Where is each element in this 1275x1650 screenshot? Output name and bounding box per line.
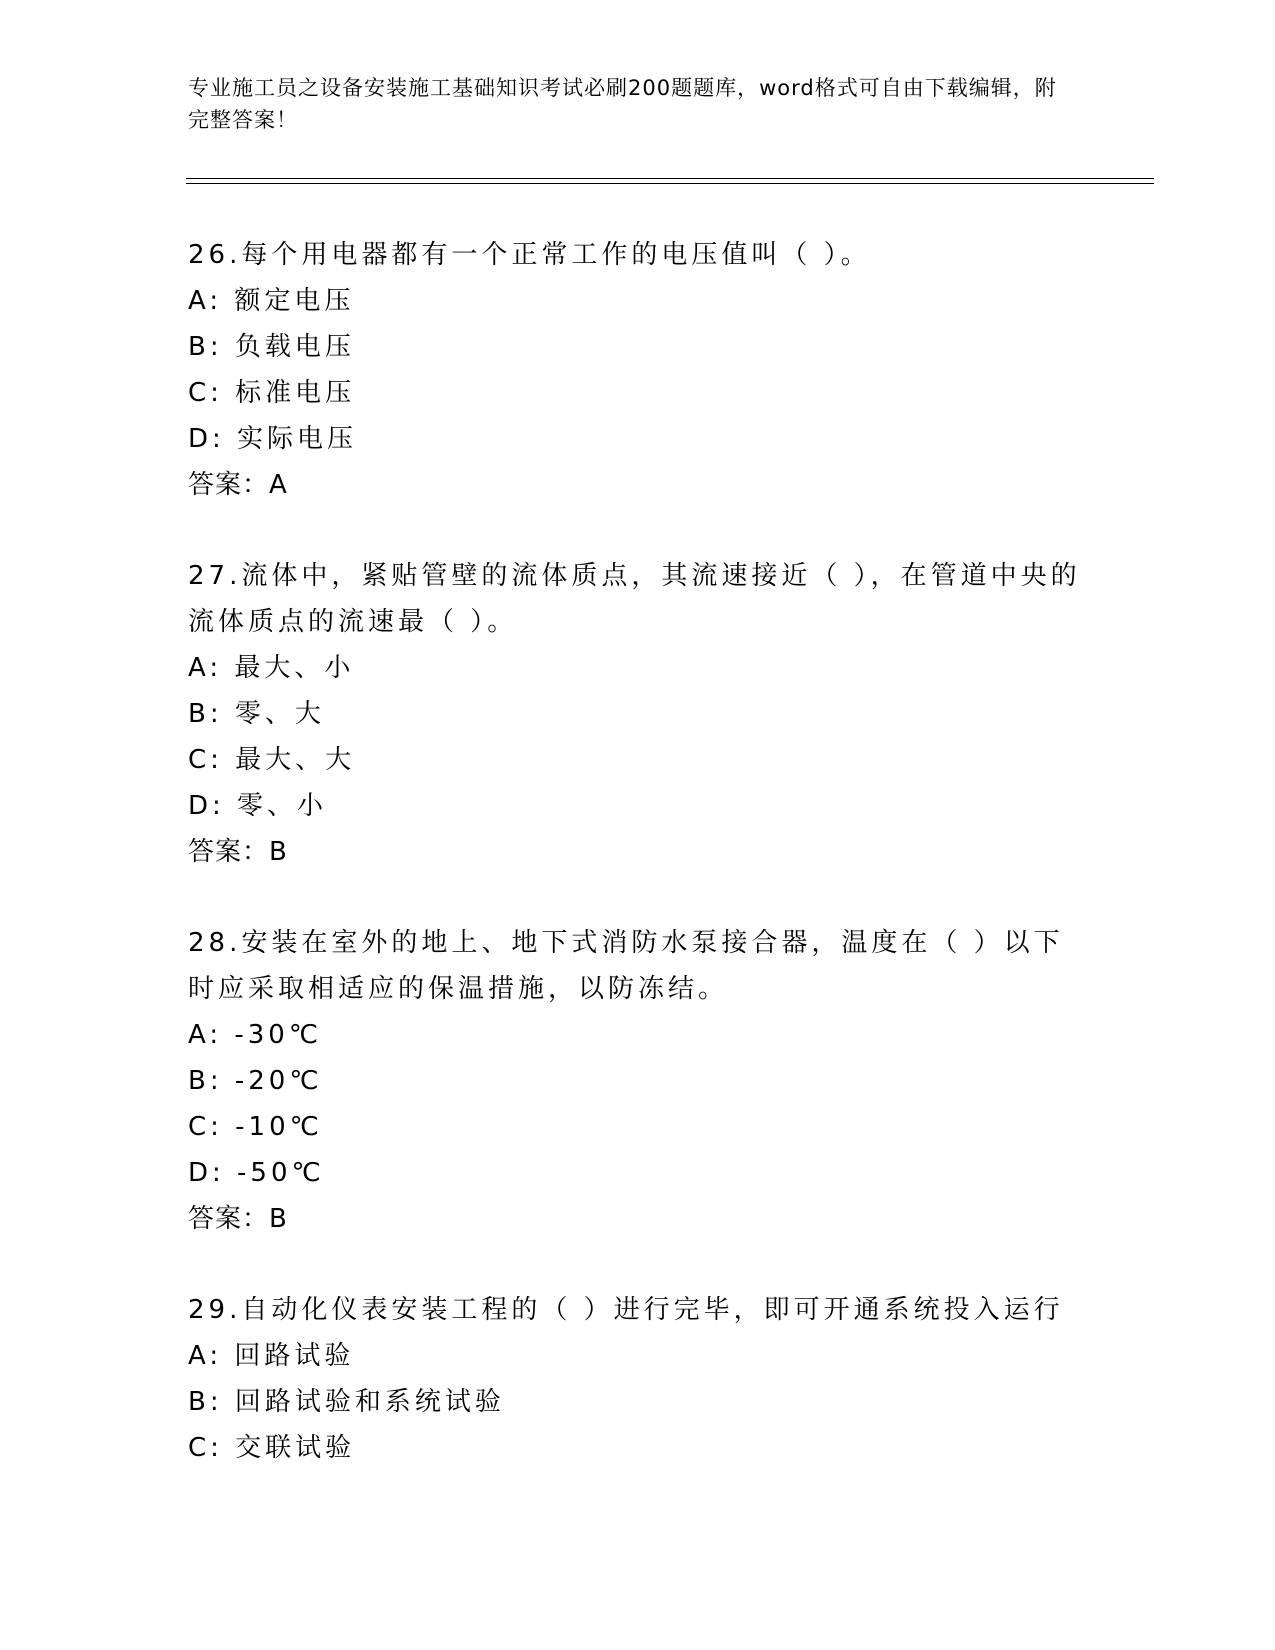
answer: 答案：B	[188, 837, 288, 867]
option-b: B: 负载电压	[188, 332, 355, 362]
header-divider-top	[186, 178, 1154, 179]
question-27	[188, 553, 1088, 875]
question-26	[188, 232, 1088, 508]
option-b: B: 零、大	[188, 699, 325, 729]
option-c: C: 交联试验	[188, 1433, 356, 1463]
option-a: A: -30℃	[188, 1020, 323, 1050]
header-divider-bottom	[186, 183, 1154, 184]
question-stem: 29.自动化仪表安装工程的（ ）进行完毕，即可开通系统投入运行	[188, 1295, 1064, 1325]
question-list	[188, 232, 1088, 1516]
option-b: B: -20℃	[188, 1066, 323, 1096]
option-c: C: -10℃	[188, 1112, 323, 1142]
option-d: D: 实际电压	[188, 424, 358, 454]
question-stem: 28.安装在室外的地上、地下式消防水泵接合器，温度在（ ）以下时应采取相适应的保温措施，以防冻结。	[188, 928, 1064, 1004]
option-a: A: 额定电压	[188, 286, 355, 316]
question-stem: 26.每个用电器都有一个正常工作的电压值叫（ ）。	[188, 240, 871, 270]
document-title: 专业施工员之设备安装施工基础知识考试必刷200题题库，word格式可自由下载编辑，附完整答案！	[188, 76, 1057, 132]
question-stem: 27.流体中，紧贴管壁的流体质点，其流速接近（ ），在管道中央的流体质点的流速最（ ）。	[188, 561, 1081, 637]
answer: 答案：A	[188, 470, 288, 500]
document-header	[188, 72, 1068, 136]
option-c: C: 标准电压	[188, 378, 356, 408]
option-d: D: -50℃	[188, 1158, 325, 1188]
option-c: C: 最大、大	[188, 745, 356, 775]
question-28	[188, 920, 1088, 1242]
answer: 答案：B	[188, 1204, 288, 1234]
question-29	[188, 1287, 1088, 1471]
option-a: A: 最大、小	[188, 653, 355, 683]
option-b: B: 回路试验和系统试验	[188, 1387, 505, 1417]
option-a: A: 回路试验	[188, 1341, 355, 1371]
option-d: D: 零、小	[188, 791, 328, 821]
